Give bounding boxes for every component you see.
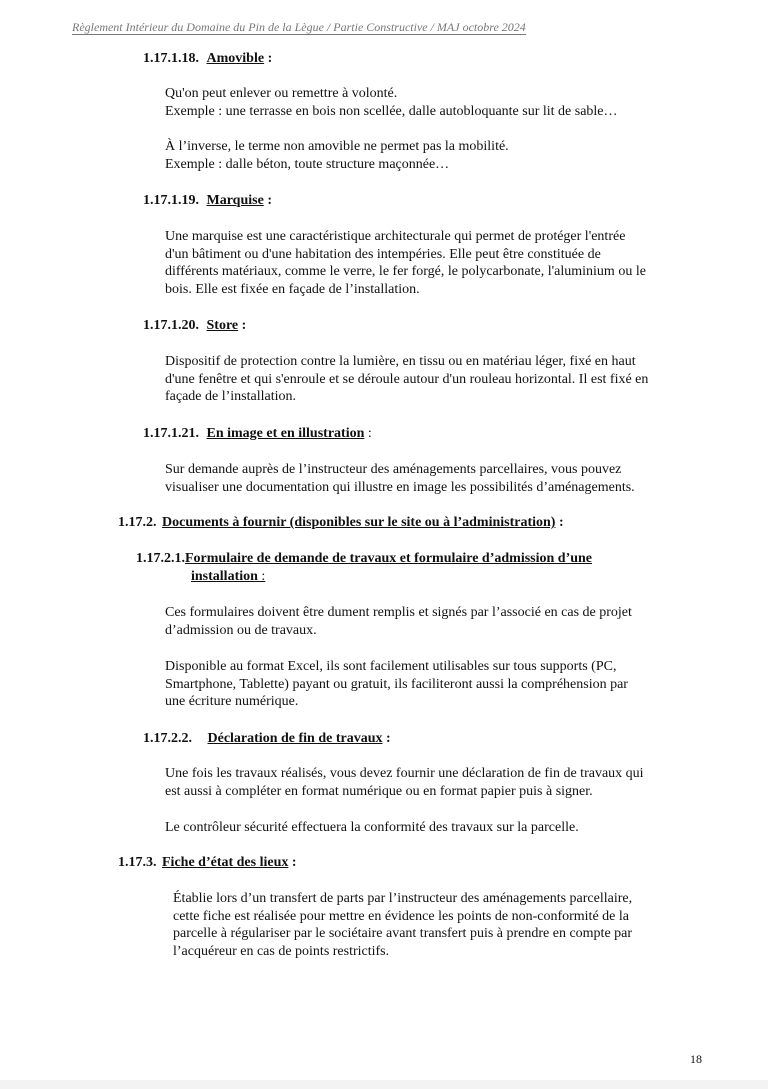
section-heading-amovible	[143, 50, 272, 68]
text-line: Le contrôleur sécurité effectuera la conformité des travaux sur la parcelle.	[165, 820, 579, 835]
section-heading-marquise	[143, 192, 272, 210]
text-line: Établie lors d’un transfert de parts par l’instructeur des aménagements parcellaire,	[173, 891, 633, 906]
section-colon: :	[238, 318, 247, 333]
paragraph	[165, 228, 646, 298]
section-colon: :	[261, 569, 266, 584]
section-number: 1.17.1.21.	[143, 426, 199, 441]
text-line: une écriture numérique.	[165, 694, 299, 709]
section-colon: :	[364, 426, 372, 441]
text-line: cette fiche est réalisée pour mettre en évidence les points de non-conformité de la	[173, 908, 629, 924]
text-line: d'une fenêtre et qui s'enroule et se déroule autour d'un rouleau horizontal. Il est fixé en	[165, 371, 649, 387]
section-title: Déclaration de fin de travaux	[207, 731, 383, 746]
paragraph	[165, 819, 579, 837]
page-bottom-edge	[0, 1080, 768, 1089]
section-heading-store	[143, 317, 246, 335]
text-line: façade de l’installation.	[165, 389, 296, 404]
text-line: Disponible au format Excel, ils sont facilement utilisables sur tous supports (PC,	[165, 659, 617, 674]
text-line: Ces formulaires doivent être dument remplis et signés par l’associé en cas de projet	[165, 605, 632, 620]
text-line: Dispositif de protection contre la lumière, en tissu ou en matériau léger, fixé en haut	[165, 354, 636, 369]
section-title: Store	[206, 318, 239, 333]
section-heading-formulaire	[136, 550, 592, 568]
text-line: Smartphone, Tablette) payant ou gratuit, ils faciliteront aussi la compréhension par	[165, 676, 628, 692]
section-title: En image et en illustration	[206, 426, 365, 441]
section-colon: :	[264, 51, 273, 66]
paragraph	[165, 138, 509, 173]
text-line: d’admission ou de travaux.	[165, 622, 317, 638]
paragraph	[165, 604, 632, 639]
section-title: Documents à fournir (disponibles sur le site ou à l’administration)	[162, 515, 556, 530]
paragraph	[165, 765, 644, 800]
text-line: Qu'on peut enlever ou remettre à volonté.	[165, 86, 398, 101]
section-colon: :	[263, 193, 272, 208]
text-line: bois. Elle est fixée en façade de l’installation.	[165, 281, 420, 297]
running-header: Règlement Intérieur du Domaine du Pin de la Lègue / Partie Constructive / MAJ octobre 2024	[72, 20, 526, 34]
paragraph	[165, 658, 628, 711]
section-heading-formulaire-cont	[191, 568, 265, 586]
text-line: Exemple : dalle béton, toute structure maçonnée…	[165, 156, 450, 172]
section-heading-declaration	[143, 730, 391, 748]
text-line: Exemple : une terrasse en bois non scellée, dalle autobloquante sur lit de sable…	[165, 103, 618, 119]
text-line: Sur demande auprès de l’instructeur des aménagements parcellaires, vous pouvez	[165, 462, 622, 477]
section-heading-fiche	[118, 854, 297, 872]
section-colon: :	[288, 855, 297, 870]
text-line: parcelle à régulariser par le sociétaire avant transfert puis à prendre en compte par	[173, 926, 633, 941]
paragraph	[165, 461, 635, 496]
section-number: 1.17.1.18.	[143, 51, 199, 66]
section-heading-documents	[118, 514, 564, 532]
section-number: 1.17.1.20.	[143, 318, 199, 333]
paragraph	[165, 353, 648, 406]
section-colon: :	[555, 515, 564, 530]
section-number: 1.17.3.	[118, 855, 157, 870]
page-number: 18	[690, 1052, 702, 1066]
section-heading-en-image	[143, 425, 372, 443]
section-number: 1.17.2.1.	[136, 551, 185, 566]
section-number: 1.17.1.19.	[143, 193, 199, 208]
section-title: Formulaire de demande de travaux et formulaire d’admission d’une	[185, 551, 593, 566]
text-line: visualiser une documentation qui illustre en image les possibilités d’aménagements.	[165, 479, 635, 495]
text-line: d'un bâtiment ou d'une habitation des intempéries. Elle peut être constituée de	[165, 246, 601, 262]
section-title-continued: installation	[191, 569, 262, 584]
text-line: différents matériaux, comme le verre, le fer forgé, le polycarbonate, l'aluminium ou le	[165, 264, 646, 279]
text-line: Une fois les travaux réalisés, vous devez fournir une déclaration de fin de travaux qui	[165, 766, 644, 781]
paragraph	[173, 890, 632, 960]
text-line: l’acquéreur en cas de points restrictifs.	[173, 943, 390, 959]
section-number: 1.17.2.	[118, 515, 157, 530]
section-number: 1.17.2.2.	[143, 731, 192, 746]
text-line: est aussi à compléter en format numérique ou en format papier puis à signer.	[165, 783, 593, 799]
section-title: Amovible	[206, 51, 265, 66]
section-colon: :	[382, 731, 391, 746]
text-line: À l’inverse, le terme non amovible ne permet pas la mobilité.	[165, 139, 509, 154]
section-title: Marquise	[206, 193, 264, 208]
paragraph	[165, 85, 618, 120]
text-line: Une marquise est une caractéristique architecturale qui permet de protéger l'entrée	[165, 229, 626, 244]
section-title: Fiche d’état des lieux	[162, 855, 289, 870]
